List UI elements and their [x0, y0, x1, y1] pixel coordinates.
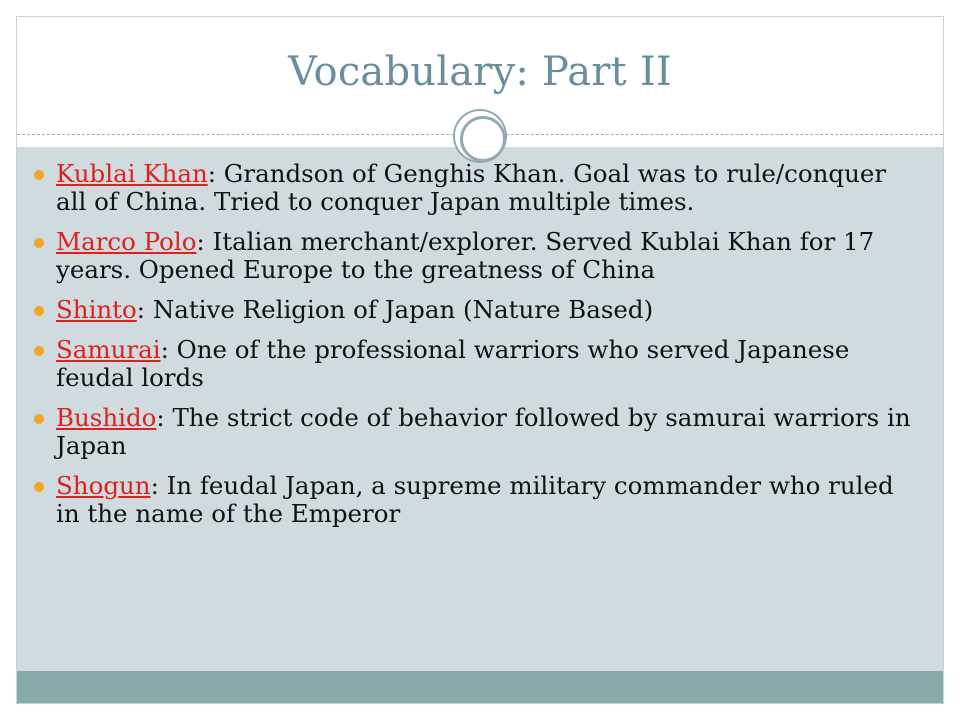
- vocabulary-term[interactable]: Bushido: [56, 403, 157, 432]
- vocabulary-definition: : Italian merchant/explorer. Served Kublai Khan for 17 years. Opened Europe to the greatness of China: [56, 227, 875, 284]
- vocabulary-definition: : One of the professional warriors who served Japanese feudal lords: [56, 335, 850, 392]
- bullet-icon: [34, 238, 44, 248]
- list-item: [38, 472, 918, 528]
- list-item: [38, 160, 918, 216]
- vocabulary-definition: : In feudal Japan, a supreme military commander who ruled in the name of the Emperor: [56, 471, 894, 528]
- circle-ornament-icon: [453, 109, 507, 163]
- vocabulary-list: [38, 160, 918, 540]
- vocabulary-definition: : The strict code of behavior followed by samurai warriors in Japan: [56, 403, 911, 460]
- list-item: [38, 296, 918, 324]
- vocabulary-term[interactable]: Shinto: [56, 295, 137, 324]
- bullet-icon: [34, 346, 44, 356]
- list-item: [38, 228, 918, 284]
- list-item: [38, 404, 918, 460]
- vocabulary-definition: : Grandson of Genghis Khan. Goal was to rule/conquer all of China. Tried to conquer Japan multiple times.: [56, 159, 887, 216]
- bullet-icon: [34, 414, 44, 424]
- footer-bar: [17, 671, 943, 704]
- bullet-icon: [34, 170, 44, 180]
- vocabulary-term[interactable]: Shogun: [56, 471, 151, 500]
- vocabulary-definition: : Native Religion of Japan (Nature Based): [136, 295, 654, 324]
- vocabulary-term[interactable]: Marco Polo: [56, 227, 197, 256]
- list-item: [38, 336, 918, 392]
- vocabulary-term[interactable]: Samurai: [56, 335, 161, 364]
- slide-title: Vocabulary: Part II: [288, 49, 672, 95]
- vocabulary-term[interactable]: Kublai Khan: [56, 159, 208, 188]
- bullet-icon: [34, 306, 44, 316]
- bullet-icon: [34, 482, 44, 492]
